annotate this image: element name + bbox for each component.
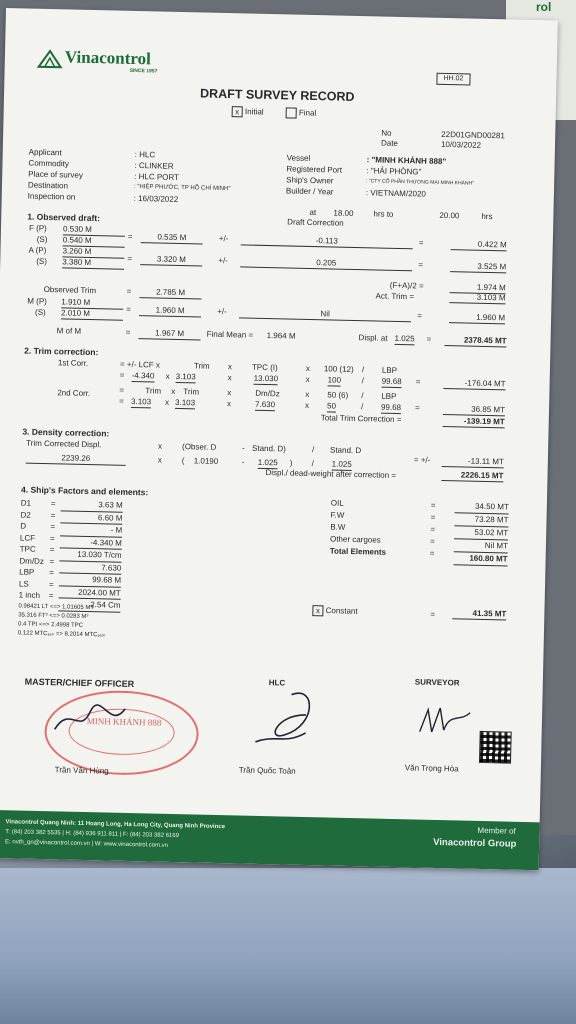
- factor-label: LBP: [19, 567, 35, 577]
- draft-survey-document: Vinacontrol SINCE 1957 HH.02 DRAFT SURVEY RECORD x Initial Final No 22D01GND00281 Date 10/03/2022 Applicant Commodity Place of survey Destination Inspection on : HLC : CLINKER : HLC PORT : "HIỆP PHƯỚC, TP HỒ CHÍ MINH" : 16/03/2022 Vessel Registered Port Ship's Owner Builder / Year : "MINH KHÁNH 888" : "HẢI PHÒNG" : "CTY CỔ PHẦN THƯƠNG MẠI MINH KHÁNH" : VIETNAM/2020 at 18.00 hrs to 20.00 hrs 1. Observed draft: Draft Correction F (P) 0.530 M (S) 0.540 M = 0.535 M +/- -0.113 = 0.422 M A (P) 3.260 M (S) 3.380 M = 3.320 M +/- 0.205 = 3.525 M (F+A)/2 = 1.974 M Observed Trim = 2.785 M Act. Trim = 3.103 M M (P) 1.910 M (S) 2.010 M = 1.960 M +/- Nil = 1.960 M M of M = 1.967 M Final Mean = 1.964 M Displ. at 1.025 = 2378.45 MT 2. Trim correction: 1st Corr. = +/- LCF x Trim x TPC (I) x 100 (12) / LBP = -4.340 x 3.103 x 13.030 x 100 / 99.68 = -176.04 MT 2nd Corr. = Trim x Trim x Dm/Dz x 50 (6) / LBP = 3.103 x 3.103 x 7.630 x 50 / 99.68 = 36.85 MT Total Trim Correction = -139.19 MT 3. Density correction: Trim Corrected Displ. 2239.26 x (Obser. D - Stand. D) / Stand. D x ( 1.0190 - 1.025 ) / 1.025 = +/- -13.11 MT Displ./ dead-weight after correction = 2226.15 MT 4. Ship's Factors and elements: D1 D2 D LCF TPC Dm/Dz LBP LS 1 inch = = = = = = = = = 3.63 M 6.60 M - M -4.340 M 13.030 T/cm 7.630 99.68 M 2024.00 MT 2.54 Cm 0.98421 LT <=> 1.01605 MT 35.316 FT³ <=> 0.0283 M³ 0.4 TPI <=> 2.4998 TPC 0.122 MTC₁ₑₙ => 8.2014 MTC₁ₑₘ OIL F.W B.W Other cargoes Total Elements = = = = = 34.50 MT 73.28 MT 53.02 MT Nil MT 160.80 MT x Constant = 41.35 MT MASTER/CHIEF OFFICER HLC SURVEYOR MINH KHÁNH 888 Trần Văn Hùng Trần Quốc Toản Văn Trọng Hòa Vinacontrol Quang Ninh: 11 Hoang Long, Ha Long City, Quang Ninh Province T: (84) 203 382 5535 | H: (84) 936 911 811 | F: (84) 203 382 6169 E: nvth_qn@vinacontrol.com.vn | W: www.vinacontrol.com.vn Member of Vinacontrol Group: [0, 8, 558, 870]
- field-label: Applicant: [28, 147, 62, 158]
- section-trim-correction: 2. Trim correction:: [24, 345, 99, 358]
- at-to: 20.00: [439, 210, 460, 221]
- density-cell: x: [157, 455, 162, 465]
- field-label: Ship's Owner: [286, 175, 334, 186]
- factor-value: 2024.00 MT: [59, 586, 121, 600]
- hrs-label: hrs: [481, 211, 493, 222]
- second-corr-value: 36.85 MT: [443, 404, 505, 416]
- act-trim-label: Act. Trim =: [375, 291, 415, 302]
- fp-label: F (P): [28, 223, 47, 233]
- element-values: [453, 500, 508, 566]
- density-cell: 1.0190: [193, 456, 219, 466]
- footer-address: Vinacontrol Quang Ninh: 11 Hoang Long, Ha Long City, Quang Ninh Province: [5, 819, 226, 831]
- mofm-value: 1.967 M: [139, 328, 201, 340]
- trim-cell: Dm/Dz: [255, 388, 280, 399]
- initial-label: Initial: [244, 107, 264, 117]
- factor-label: D1: [20, 498, 32, 508]
- trim-cell: x: [305, 374, 310, 384]
- trim-cell: x: [171, 386, 176, 396]
- field-label: Vessel: [286, 153, 311, 163]
- signer-master: Trần Văn Hùng: [54, 765, 109, 776]
- ms-label: (S): [35, 307, 46, 317]
- field-label: Destination: [27, 180, 69, 191]
- trim-cell: 3.103: [175, 371, 196, 382]
- as-value: 3.380 M: [62, 257, 124, 269]
- as-label: (S): [36, 256, 48, 266]
- corner-text: rol: [536, 0, 552, 14]
- footer-phone: T: (84) 203 382 5535 | H: (84) 936 911 811 | F: (84) 203 382 6169: [5, 829, 180, 840]
- field-label: Registered Port: [286, 164, 343, 175]
- section-observed-draft: 1. Observed draft:: [27, 211, 101, 224]
- element-label: B.W: [330, 522, 346, 532]
- master-signature: [49, 699, 130, 741]
- factor-label: TPC: [19, 544, 36, 554]
- section-ship-factors: 4. Ship's Factors and elements:: [20, 484, 149, 498]
- field-value: : VIETNAM/2020: [365, 188, 427, 199]
- element-label: F.W: [330, 510, 345, 520]
- trim-cell: x: [165, 371, 170, 381]
- mp-value: 1.910 M: [61, 297, 123, 309]
- member-of: Member of: [477, 825, 516, 836]
- pm: +/-: [218, 233, 229, 244]
- displ-after-value: 2226.15 MT: [441, 470, 503, 482]
- field-label: Commodity: [28, 158, 70, 169]
- factor-label: D: [20, 521, 27, 531]
- displ-at-label: Displ. at: [358, 333, 388, 343]
- trim-cell: TPC (I): [251, 362, 278, 373]
- first-corr-value: -176.04 MT: [443, 378, 505, 390]
- density-cell: 1.025: [331, 459, 352, 469]
- density-cell: /: [311, 445, 315, 455]
- left-info-values: [134, 149, 232, 206]
- constant-label: Constant: [325, 606, 358, 616]
- mofm-label: M of M: [56, 326, 82, 336]
- fa2-label: (F+A)/2 =: [389, 280, 424, 291]
- at-label: at: [309, 207, 317, 218]
- ms-value: 2.010 M: [61, 308, 123, 320]
- element-labels: [330, 497, 388, 558]
- factor-label: Dm/Dz: [19, 555, 45, 566]
- conversion-table: [18, 602, 106, 640]
- trim-cell: Trim: [183, 387, 200, 397]
- final-mean-label: Final Mean =: [206, 329, 254, 340]
- trim-cell: x: [305, 363, 311, 373]
- density-cell: Stand. D): [251, 443, 286, 454]
- left-info-labels: [28, 147, 84, 203]
- date-label: Date: [380, 138, 399, 148]
- hlc-label: HLC: [268, 678, 286, 688]
- master-label: MASTER/CHIEF OFFICER: [24, 676, 135, 690]
- field-value: : "HIỆP PHƯỚC, TP HỒ CHÍ MINH": [133, 183, 231, 193]
- field-label: Builder / Year: [285, 186, 334, 197]
- trim-cell: = +/- LCF x: [119, 359, 161, 370]
- trim-cell: LBP: [381, 365, 398, 375]
- density-cell: x: [157, 441, 163, 451]
- trim-cell: 100: [327, 375, 342, 385]
- m-result: 1.960 M: [449, 312, 505, 324]
- density-cell: -: [241, 443, 245, 453]
- trim-cell: x: [305, 389, 310, 399]
- initial-checkbox: x: [232, 106, 243, 117]
- factor-value: 99.68 M: [59, 573, 121, 587]
- trim-cell: 13.030: [253, 373, 279, 384]
- field-value: : HLC: [134, 149, 156, 160]
- hlc-signature: [245, 684, 337, 756]
- m-correction: Nil: [239, 307, 411, 322]
- fs-value: 0.540 M: [63, 235, 125, 247]
- trim-cell: x: [227, 362, 233, 372]
- trim-cell: =: [119, 370, 125, 380]
- pm: +/-: [217, 306, 227, 317]
- total-trim-value: -139.19 MT: [443, 416, 505, 428]
- trim-cell: 99.68: [380, 402, 402, 413]
- conversion-row: 0.122 MTC₁ₑₙ => 8.2014 MTC₁ₑₘ: [17, 630, 106, 639]
- trim-cell: =: [415, 377, 421, 387]
- factor-value: -4.340 M: [60, 536, 122, 550]
- second-corr-label: 2nd Corr.: [57, 388, 91, 399]
- surveyor-signature: [415, 701, 476, 742]
- density-cell: 1.025: [257, 457, 278, 468]
- field-label: Place of survey: [28, 169, 84, 180]
- displacement-value: 2378.45 MT: [444, 335, 506, 347]
- f-correction: -0.113: [241, 234, 413, 249]
- m-mean: 1.960 M: [139, 305, 201, 317]
- field-value: : "MINH KHÁNH 888": [366, 155, 447, 167]
- trim-cell: 3.103: [131, 396, 152, 407]
- right-info-values: [366, 154, 475, 200]
- first-corr-label: 1st Corr.: [57, 358, 89, 368]
- no-value: 22D01GND00281: [441, 129, 505, 141]
- density-cell: Stand. D: [329, 445, 362, 456]
- trim-cell: Trim: [193, 361, 210, 371]
- factor-equals: = = = = = = = = =: [48, 499, 56, 601]
- trim-cell: 50 (6): [327, 390, 349, 400]
- trim-cell: 100 (12): [323, 364, 354, 374]
- conversion-row: 0.98421 LT <=> 1.01605 MT: [18, 603, 95, 612]
- trim-cell: =: [119, 385, 125, 395]
- field-value: : "CTY CỔ PHẦN THƯƠNG MẠI MINH KHÁNH": [366, 178, 474, 187]
- trim-cell: =: [119, 396, 124, 406]
- factor-label: 1 inch: [18, 590, 41, 600]
- density-cell: ): [289, 458, 293, 468]
- density-pm: = +/-: [413, 455, 431, 465]
- section-density-correction: 3. Density correction:: [22, 426, 110, 439]
- field-value: : "HẢI PHÒNG": [366, 166, 422, 177]
- element-label: Other cargoes: [329, 534, 381, 545]
- ap-label: A (P): [28, 245, 47, 255]
- factor-label: LS: [18, 578, 29, 589]
- pm: +/-: [218, 255, 228, 266]
- a-mean: 3.320 M: [140, 254, 202, 266]
- tcd-label: Trim Corrected Displ.: [26, 438, 102, 450]
- draft-correction-label: Draft Correction: [287, 217, 344, 228]
- field-value: : 16/03/2022: [133, 193, 179, 204]
- trim-cell: LBP: [381, 391, 397, 401]
- factor-labels: [19, 497, 46, 601]
- factor-value: 6.60 M: [60, 511, 122, 525]
- vinacontrol-group: Vinacontrol Group: [433, 836, 517, 850]
- surveyor-label: SURVEYOR: [414, 677, 460, 688]
- density-cell: -: [241, 457, 245, 467]
- trim-cell: 3.103: [174, 397, 196, 408]
- factor-value: 2.54 Cm: [58, 598, 120, 612]
- total-elements-label: Total Elements: [329, 546, 387, 557]
- density-cell: (Obser. D: [181, 442, 217, 452]
- trim-cell: x: [226, 399, 232, 409]
- element-value: 53.02 MT: [454, 526, 508, 540]
- trim-cell: x: [304, 400, 310, 410]
- displ-after-label: Displ./ dead-weight after correction =: [265, 468, 397, 480]
- fa2-value: 1.974 M: [450, 282, 506, 294]
- logo-since: SINCE 1957: [129, 67, 158, 75]
- trim-cell: /: [361, 391, 364, 401]
- page-title: DRAFT SURVEY RECORD: [199, 86, 355, 104]
- factor-label: LCF: [19, 532, 36, 543]
- trim-cell: /: [361, 365, 365, 375]
- right-info-labels: [286, 152, 343, 197]
- element-value: 73.28 MT: [454, 513, 508, 527]
- total-elements-value: 160.80 MT: [453, 552, 507, 566]
- conversion-row: 35.316 FT³ <=> 0.0283 M³: [18, 612, 89, 621]
- field-value: : CLINKER: [134, 160, 174, 171]
- f-mean: 0.535 M: [141, 232, 203, 244]
- trim-cell: =: [414, 403, 420, 413]
- trim-cell: -4.340: [131, 370, 155, 381]
- final-label: Final: [298, 108, 317, 118]
- at-from: 18.00: [333, 208, 354, 218]
- tcd-value: 2239.26: [26, 453, 126, 466]
- vinacontrol-logo-icon: [37, 49, 63, 70]
- final-checkbox: [286, 107, 297, 118]
- conversion-row: 0.4 TPI <=> 2.4998 TPC: [17, 621, 84, 629]
- stamp-text: MINH KHÁNH 888: [86, 716, 162, 728]
- element-label: OIL: [330, 498, 344, 508]
- constant-checkbox: x: [312, 605, 323, 616]
- density-cell: /: [311, 459, 315, 469]
- trim-cell: x: [227, 388, 232, 398]
- factor-label: D2: [20, 509, 31, 520]
- final-mean-value: 1.964 M: [266, 330, 296, 341]
- trim-cell: Trim: [145, 386, 162, 396]
- observed-trim-label: Observed Trim: [43, 284, 97, 296]
- density-value: -13.11 MT: [442, 456, 504, 468]
- trim-cell: x: [164, 397, 170, 407]
- element-value: Nil MT: [454, 539, 508, 553]
- no-label: No: [381, 128, 392, 138]
- blue-cloth: [0, 868, 576, 1024]
- trim-cell: /: [361, 376, 364, 386]
- field-value: : HLC PORT: [134, 171, 180, 182]
- trim-cell: x: [227, 373, 232, 383]
- hrs-to: hrs to: [373, 209, 394, 219]
- ap-value: 3.260 M: [62, 246, 124, 258]
- factor-value: 13.030 T/cm: [59, 548, 121, 562]
- factor-values: [58, 498, 123, 612]
- signer-surveyor: Văn Trọng Hòa: [404, 763, 459, 774]
- initial-option: [232, 106, 264, 118]
- fs-label: (S): [36, 234, 48, 244]
- factor-value: - M: [60, 523, 122, 537]
- field-label: Inspection on: [27, 191, 76, 202]
- displ-at-density: 1.025: [394, 333, 415, 344]
- observed-trim-value: 2.785 M: [139, 287, 201, 299]
- a-result: 3.525 M: [450, 261, 506, 273]
- final-option: [286, 107, 317, 119]
- mp-label: M (P): [27, 296, 48, 307]
- f-result: 0.422 M: [451, 239, 507, 251]
- signer-hlc: Trần Quốc Toản: [238, 765, 296, 776]
- trim-cell: 50: [326, 401, 337, 411]
- date-value: 10/03/2022: [440, 139, 482, 150]
- a-correction: 0.205: [240, 256, 412, 271]
- form-code: HH.02: [436, 73, 470, 86]
- trim-cell: 7.630: [254, 399, 276, 410]
- trim-cell: /: [360, 402, 364, 412]
- element-value: 34.50 MT: [455, 500, 509, 514]
- density-cell: (: [181, 456, 185, 466]
- qr-code-icon: [479, 731, 512, 764]
- footer-email: E: nvth_qn@vinacontrol.com.vn | W: www.vinacontrol.com.vn: [5, 839, 169, 849]
- factor-value: 7.630: [59, 561, 121, 575]
- constant-value: 41.35 MT: [452, 608, 506, 620]
- act-trim-value: 3.103 M: [449, 292, 505, 304]
- factor-value: 3.63 M: [61, 498, 123, 512]
- fp-value: 0.530 M: [63, 224, 125, 236]
- total-trim-label: Total Trim Correction =: [320, 413, 402, 425]
- company-logo: Vinacontrol: [64, 47, 152, 69]
- element-equals: = = = = =: [429, 500, 436, 558]
- trim-cell: 99.68: [381, 376, 402, 387]
- constant-row: [312, 605, 358, 617]
